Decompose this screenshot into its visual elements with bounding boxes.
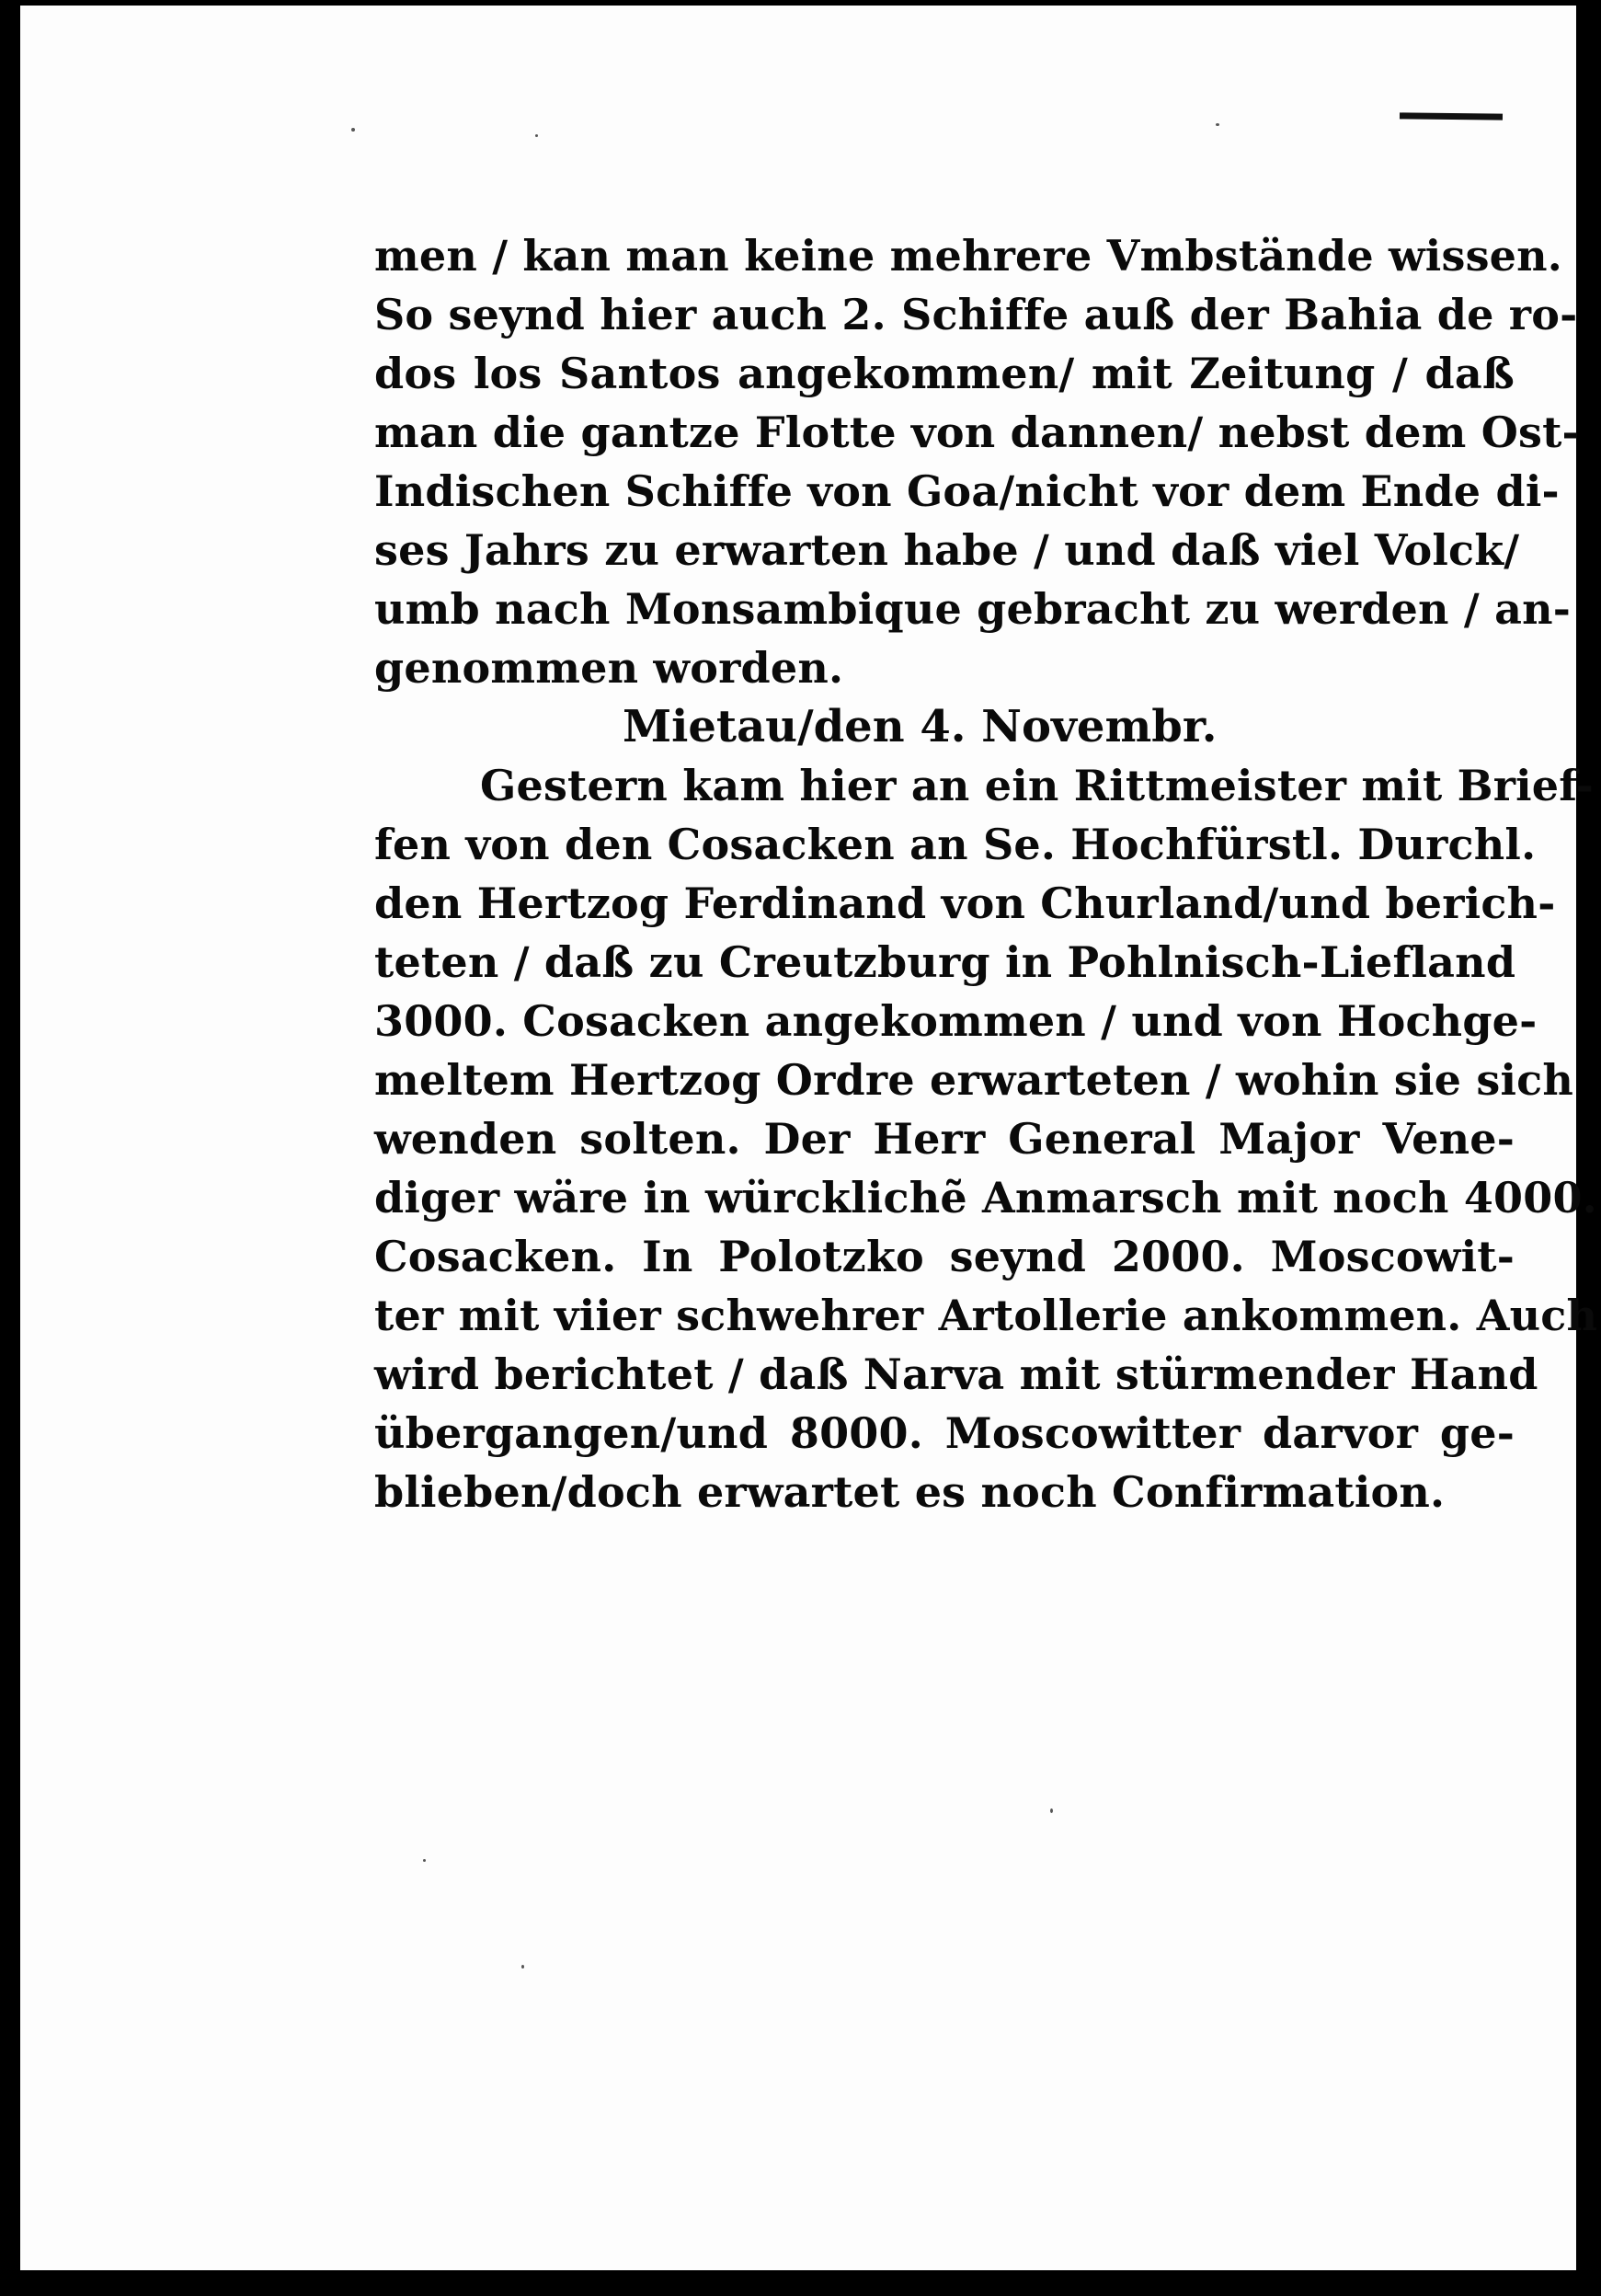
text-line: 3000. Cosacken angekommen / und von Hochge- — [374, 996, 1538, 1046]
text-line: ter mit viier schwehrer Artollerie ankommen. Auch — [374, 1291, 1598, 1340]
text-line: teten / daß zu Creutzburg in Pohlnisch-Liefland — [374, 937, 1516, 987]
text-line: umb nach Monsambique gebracht zu werden / an- — [374, 584, 1572, 634]
text-line: den Hertzog Ferdinand von Churland/und berich- — [374, 878, 1556, 928]
text-line: ses Jahrs zu erwarten habe / und daß viel Volck/ — [374, 525, 1520, 575]
text-line: men / kan man keine mehrere Vmbstände wissen. — [374, 231, 1562, 281]
text-line: wenden solten. Der Herr General Major Vene- — [374, 1114, 1515, 1164]
dateline: Mietau/den 4. Novembr. — [623, 701, 1218, 752]
text-line: man die gantze Flotte von dannen/ nebst dem Ost- — [374, 408, 1580, 457]
text-line: blieben/doch erwartet es noch Confirmation. — [374, 1467, 1446, 1517]
document-page — [20, 6, 1598, 2270]
speck — [351, 128, 355, 132]
paragraph-mietau-report — [374, 756, 1598, 1521]
speck — [423, 1859, 426, 1862]
text-line: übergangen/und 8000. Moscowitter darvor ge- — [374, 1408, 1515, 1458]
text-line: So seynd hier auch 2. Schiffe auß der Bahia de ro- — [374, 290, 1578, 339]
printed-rule — [1400, 112, 1503, 120]
body-text — [374, 226, 1598, 1521]
text-line: diger wäre in würcklichẽ Anmarsch mit noch 4000. — [374, 1173, 1597, 1223]
speck — [535, 134, 538, 137]
text-line: fen von den Cosacken an Se. Hochfürstl. Durchl. — [374, 820, 1537, 869]
text-line: meltem Hertzog Ordre erwarteten / wohin sie sich — [374, 1055, 1573, 1105]
text-line: Gestern kam hier an ein Rittmeister mit Brief- — [480, 761, 1594, 810]
text-line: Indischen Schiffe von Goa/nicht vor dem Ende di- — [374, 466, 1560, 516]
text-line: dos los Santos angekommen/ mit Zeitung / daß — [374, 349, 1515, 398]
paragraph-shipping-news — [374, 226, 1580, 697]
speck — [521, 1965, 524, 1969]
speck — [1216, 123, 1219, 126]
text-line: wird berichtet / daß Narva mit stürmender Hand — [374, 1349, 1538, 1399]
text-line: Cosacken. In Polotzko seynd 2000. Moscowit- — [374, 1232, 1515, 1281]
speck — [1050, 1808, 1053, 1813]
text-line: genommen worden. — [374, 643, 844, 693]
